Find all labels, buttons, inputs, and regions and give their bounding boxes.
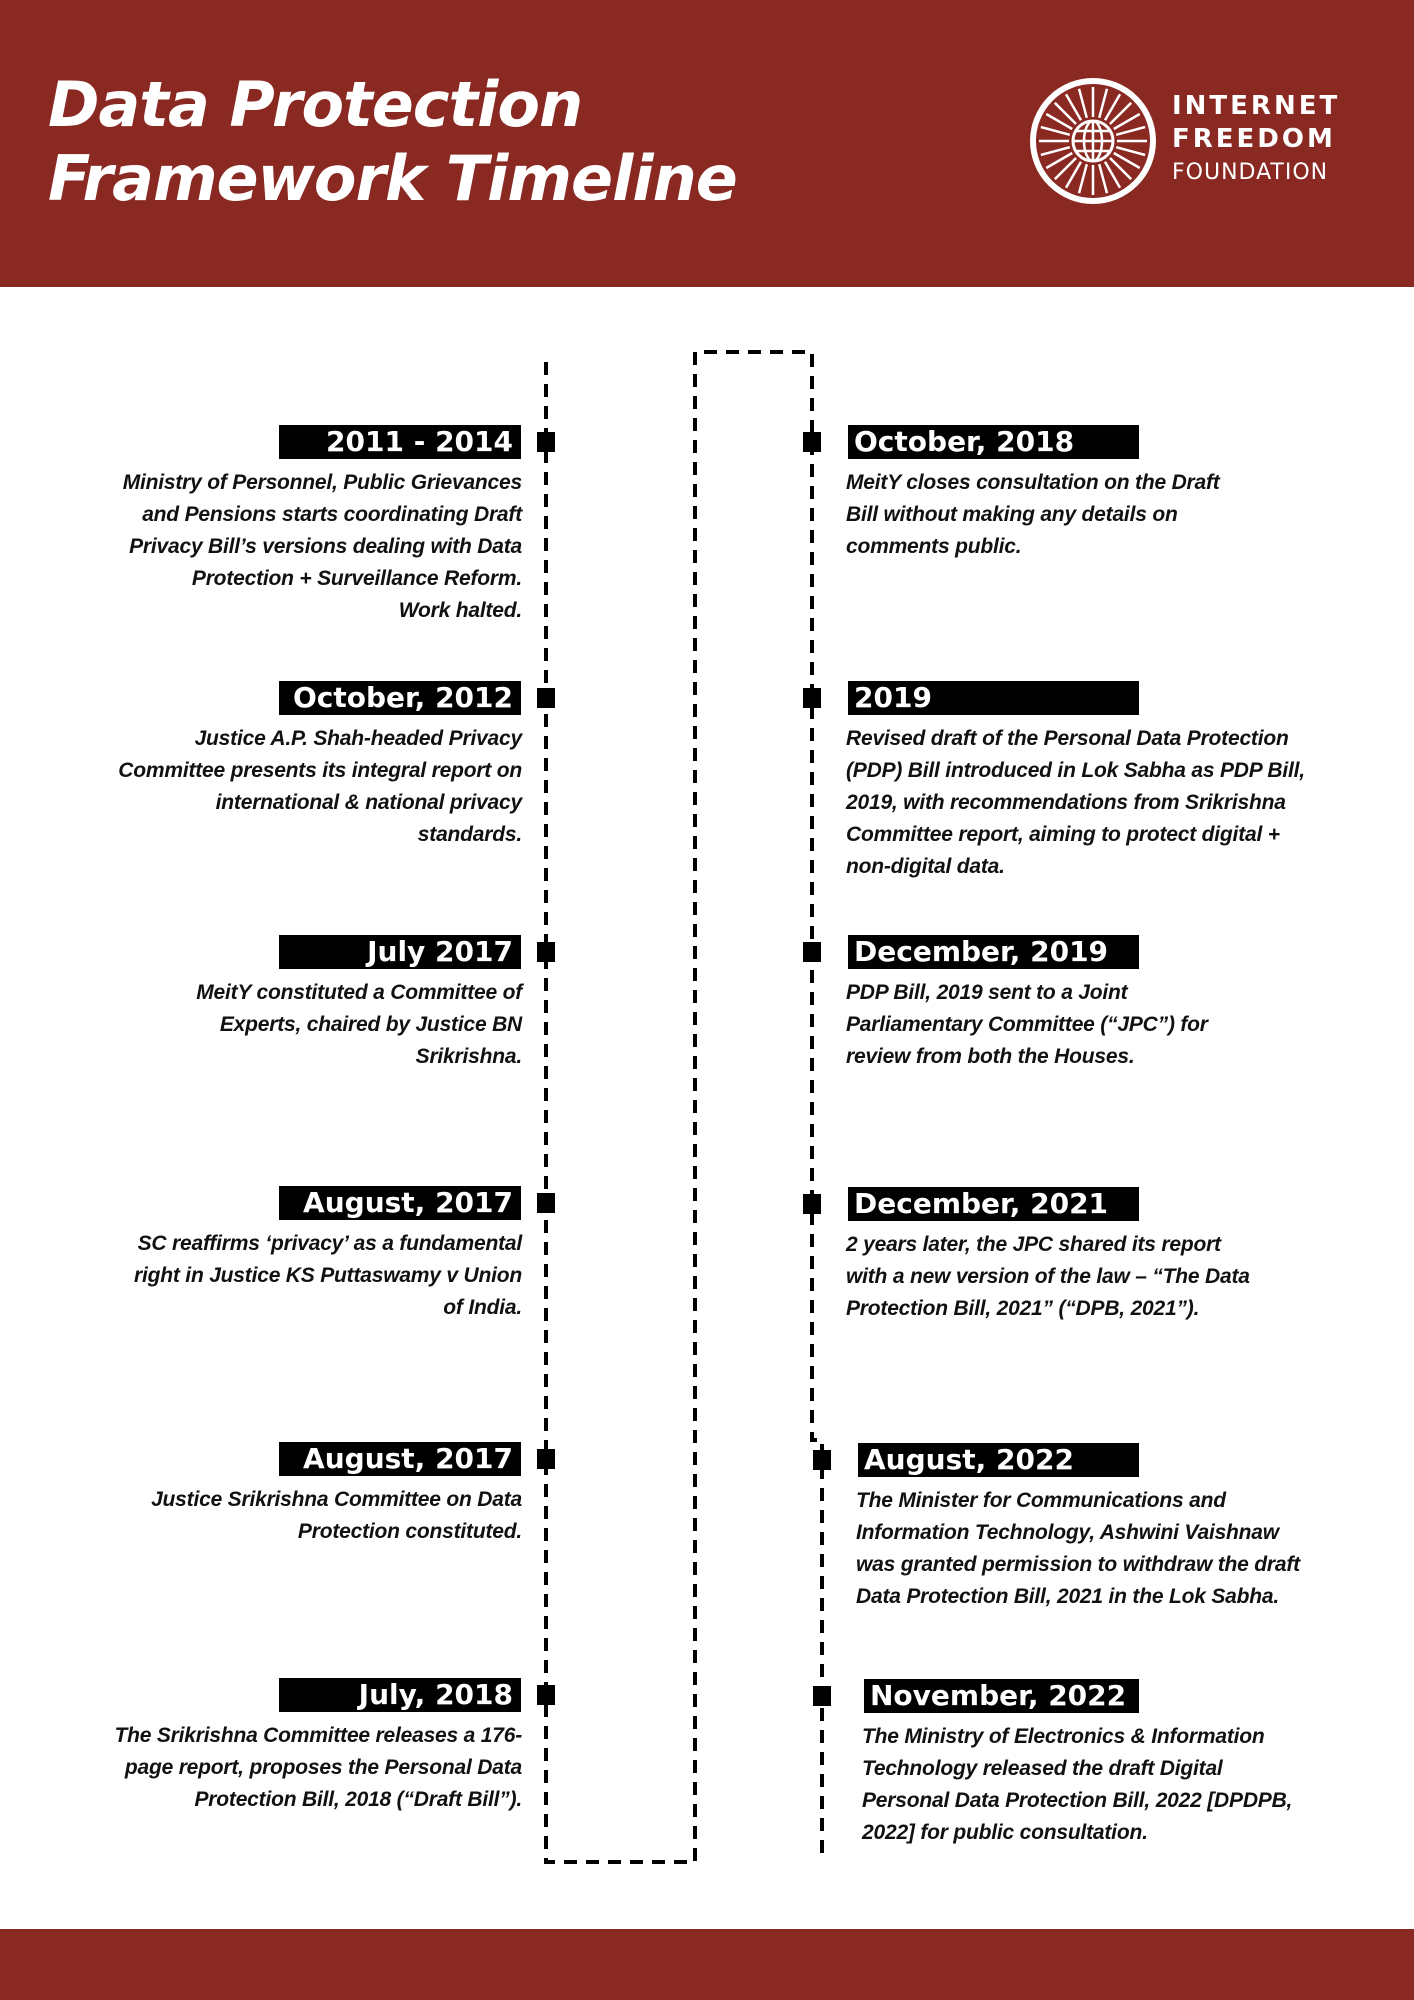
timeline-marker [813, 1450, 831, 1470]
description-line: 2022] for public consultation. [862, 1821, 1148, 1844]
description-line: Data Protection Bill, 2021 in the Lok Sabha. [856, 1585, 1279, 1608]
description-line: (PDP) Bill introduced in Lok Sabha as PDP Bill, [846, 759, 1305, 782]
description-line: Committee presents its integral report on [118, 759, 522, 782]
event-description [846, 977, 1400, 1073]
footer-banner [0, 1929, 1414, 2000]
description-line: Justice A.P. Shah-headed Privacy [194, 727, 522, 750]
timeline-marker [803, 1194, 821, 1214]
event-date-label: August, 2017 [279, 1186, 521, 1220]
event-date-label: July 2017 [279, 935, 521, 969]
description-line: non-digital data. [846, 855, 1005, 878]
org-line: FOUNDATION [1172, 160, 1329, 185]
description-line: international & national privacy [215, 791, 522, 814]
description-line: MeitY constituted a Committee of [196, 981, 522, 1004]
description-line: of India. [443, 1296, 522, 1319]
description-line: right in Justice KS Puttaswamy v Union [134, 1264, 522, 1287]
description-line: Justice Srikrishna Committee on Data [151, 1488, 522, 1511]
event-date-label: October, 2012 [279, 681, 521, 715]
timeline-marker [537, 1193, 555, 1213]
description-line: review from both the Houses. [846, 1045, 1135, 1068]
timeline-marker [813, 1686, 831, 1706]
event-description [862, 1721, 1400, 1849]
description-line: Technology released the draft Digital [862, 1757, 1223, 1780]
description-line: MeitY closes consultation on the Draft [846, 471, 1220, 494]
description-line: The Srikrishna Committee releases a 176- [114, 1724, 522, 1747]
timeline-marker [537, 688, 555, 708]
event-date-label: 2011 - 2014 [279, 425, 521, 459]
description-line: 2 years later, the JPC shared its report [846, 1233, 1221, 1256]
description-line: Parliamentary Committee (“JPC”) for [846, 1013, 1208, 1036]
event-description [22, 1228, 522, 1324]
description-line: Information Technology, Ashwini Vaishnaw [856, 1521, 1279, 1544]
event-description [22, 1720, 522, 1816]
description-line: standards. [417, 823, 522, 846]
timeline-marker [803, 942, 821, 962]
event-description [856, 1485, 1400, 1613]
event-date-label: December, 2019 [848, 935, 1139, 969]
event-date-label: August, 2022 [858, 1443, 1139, 1477]
description-line: 2019, with recommendations from Srikrishna [846, 791, 1286, 814]
description-line: page report, proposes the Personal Data [124, 1756, 522, 1779]
description-line: Committee report, aiming to protect digital + [846, 823, 1280, 846]
event-description [22, 1484, 522, 1548]
event-description [846, 467, 1400, 563]
description-line: Protection Bill, 2018 (“Draft Bill”). [194, 1788, 522, 1811]
event-description [22, 977, 522, 1073]
description-line: Revised draft of the Personal Data Protection [846, 727, 1289, 750]
description-line: was granted permission to withdraw the draft [856, 1553, 1300, 1576]
title-line: Data Protection [48, 68, 583, 141]
event-date-label: August, 2017 [279, 1442, 521, 1476]
timeline-marker [537, 1449, 555, 1469]
description-line: PDP Bill, 2019 sent to a Joint [846, 981, 1128, 1004]
description-line: Bill without making any details on [846, 503, 1178, 526]
description-line: Protection Bill, 2021” (“DPB, 2021”). [846, 1297, 1200, 1320]
event-description [846, 1229, 1400, 1325]
description-line: and Pensions starts coordinating Draft [142, 503, 522, 526]
description-line: Ministry of Personnel, Public Grievances [122, 471, 522, 494]
event-description [22, 467, 522, 627]
timeline-marker [537, 432, 555, 452]
org-line: INTERNET [1172, 91, 1341, 121]
org-line: FREEDOM [1172, 124, 1336, 154]
description-line: Srikrishna. [415, 1045, 522, 1068]
timeline-marker [537, 1685, 555, 1705]
event-date-label: October, 2018 [848, 425, 1139, 459]
event-description [846, 723, 1400, 883]
description-line: Protection constituted. [297, 1520, 522, 1543]
description-line: with a new version of the law – “The Data [846, 1265, 1250, 1288]
description-line: SC reaffirms ‘privacy’ as a fundamental [137, 1232, 522, 1255]
event-date-label: 2019 [848, 681, 1139, 715]
event-date-label: July, 2018 [279, 1678, 521, 1712]
description-line: Protection + Surveillance Reform. [191, 567, 522, 590]
timeline-marker [537, 942, 555, 962]
event-date-label: December, 2021 [848, 1187, 1139, 1221]
description-line: The Ministry of Electronics & Information [862, 1725, 1265, 1748]
description-line: Personal Data Protection Bill, 2022 [DPDPB, [862, 1789, 1293, 1812]
title-line: Framework Timeline [48, 142, 737, 215]
description-line: Work halted. [398, 599, 522, 622]
description-line: comments public. [846, 535, 1022, 558]
timeline-marker [803, 432, 821, 452]
event-description [22, 723, 522, 851]
description-line: The Minister for Communications and [856, 1489, 1226, 1512]
event-date-label: November, 2022 [864, 1679, 1139, 1713]
description-line: Experts, chaired by Justice BN [219, 1013, 522, 1036]
description-line: Privacy Bill’s versions dealing with Data [129, 535, 522, 558]
timeline-marker [803, 688, 821, 708]
